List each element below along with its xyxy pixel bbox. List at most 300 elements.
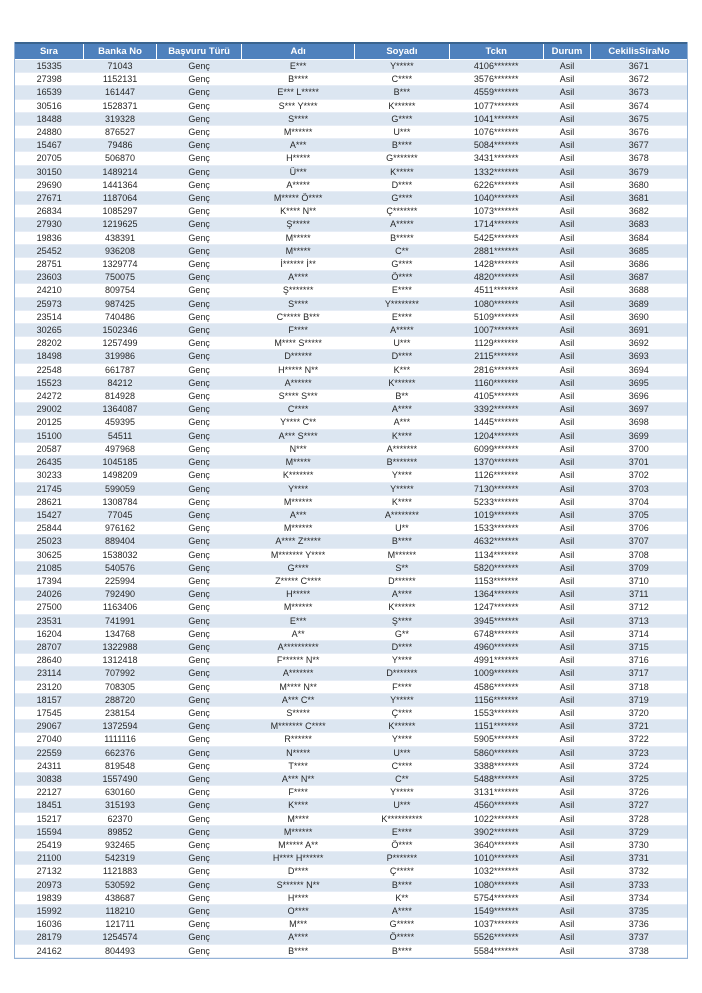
cell-adi: A****** bbox=[241, 376, 354, 389]
cell-basvuru-turu: Genç bbox=[157, 60, 242, 73]
table-row bbox=[15, 588, 687, 601]
cell-tckn: 1533******* bbox=[449, 522, 543, 535]
cell-banka-no: 71043 bbox=[83, 60, 156, 73]
cell-tckn: 5860******* bbox=[449, 746, 543, 759]
cell-banka-no: 84212 bbox=[83, 376, 156, 389]
cell-cekilissirano: 3692 bbox=[591, 337, 687, 350]
cell-tckn: 1370******* bbox=[449, 456, 543, 469]
cell-sira: 19839 bbox=[15, 891, 83, 904]
cell-sira: 18488 bbox=[15, 112, 83, 125]
cell-cekilissirano: 3693 bbox=[591, 350, 687, 363]
cell-cekilissirano: 3695 bbox=[591, 376, 687, 389]
cell-sira: 18498 bbox=[15, 350, 83, 363]
cell-sira: 28179 bbox=[15, 931, 83, 944]
cell-soyadi: D**** bbox=[355, 640, 449, 653]
cell-cekilissirano: 3708 bbox=[591, 548, 687, 561]
cell-basvuru-turu: Genç bbox=[157, 706, 242, 719]
table-row bbox=[15, 640, 687, 653]
cell-soyadi: U*** bbox=[355, 337, 449, 350]
cell-basvuru-turu: Genç bbox=[157, 297, 242, 310]
table-row bbox=[15, 891, 687, 904]
cell-banka-no: 121711 bbox=[83, 918, 156, 931]
cell-durum: Asil bbox=[543, 733, 590, 746]
cell-soyadi: A**** bbox=[355, 403, 449, 416]
cell-soyadi: Ö**** bbox=[355, 838, 449, 851]
cell-banka-no: 741991 bbox=[83, 614, 156, 627]
cell-durum: Asil bbox=[543, 390, 590, 403]
table-row bbox=[15, 297, 687, 310]
cell-banka-no: 987425 bbox=[83, 297, 156, 310]
cell-soyadi: Y**** bbox=[355, 469, 449, 482]
table-row bbox=[15, 403, 687, 416]
cell-soyadi: K** bbox=[355, 891, 449, 904]
cell-durum: Asil bbox=[543, 416, 590, 429]
cell-sira: 24026 bbox=[15, 588, 83, 601]
cell-adi: M****** bbox=[241, 825, 354, 838]
cell-basvuru-turu: Genç bbox=[157, 878, 242, 891]
cell-banka-no: 79486 bbox=[83, 139, 156, 152]
results-table bbox=[15, 42, 687, 958]
cell-durum: Asil bbox=[543, 548, 590, 561]
table-row bbox=[15, 390, 687, 403]
table-row bbox=[15, 416, 687, 429]
cell-banka-no: 1441364 bbox=[83, 178, 156, 191]
cell-sira: 27040 bbox=[15, 733, 83, 746]
cell-banka-no: 1498209 bbox=[83, 469, 156, 482]
cell-tckn: 1077******* bbox=[449, 99, 543, 112]
cell-basvuru-turu: Genç bbox=[157, 178, 242, 191]
cell-sira: 27930 bbox=[15, 218, 83, 231]
cell-banka-no: 1187064 bbox=[83, 192, 156, 205]
cell-soyadi: K********** bbox=[355, 812, 449, 825]
cell-durum: Asil bbox=[543, 508, 590, 521]
cell-sira: 30233 bbox=[15, 469, 83, 482]
cell-soyadi: K****** bbox=[355, 376, 449, 389]
cell-tckn: 1037******* bbox=[449, 918, 543, 931]
cell-adi: A*** N** bbox=[241, 772, 354, 785]
cell-tckn: 1428******* bbox=[449, 258, 543, 271]
table-row bbox=[15, 561, 687, 574]
cell-banka-no: 976162 bbox=[83, 522, 156, 535]
cell-soyadi: M****** bbox=[355, 548, 449, 561]
cell-durum: Asil bbox=[543, 601, 590, 614]
cell-sira: 27500 bbox=[15, 601, 83, 614]
cell-adi: N*** bbox=[241, 442, 354, 455]
cell-cekilissirano: 3718 bbox=[591, 680, 687, 693]
cell-adi: Z***** C**** bbox=[241, 574, 354, 587]
cell-sira: 23603 bbox=[15, 271, 83, 284]
cell-tckn: 1041******* bbox=[449, 112, 543, 125]
table-row bbox=[15, 535, 687, 548]
table-row bbox=[15, 931, 687, 944]
cell-sira: 24272 bbox=[15, 390, 83, 403]
cell-soyadi: C** bbox=[355, 772, 449, 785]
cell-basvuru-turu: Genç bbox=[157, 944, 242, 957]
cell-durum: Asil bbox=[543, 152, 590, 165]
table-row bbox=[15, 601, 687, 614]
cell-soyadi: D**** bbox=[355, 178, 449, 191]
cell-cekilissirano: 3677 bbox=[591, 139, 687, 152]
cell-sira: 26834 bbox=[15, 205, 83, 218]
cell-banka-no: 459395 bbox=[83, 416, 156, 429]
table-row bbox=[15, 759, 687, 772]
cell-sira: 15217 bbox=[15, 812, 83, 825]
cell-soyadi: U** bbox=[355, 522, 449, 535]
cell-adi: M**** S***** bbox=[241, 337, 354, 350]
cell-basvuru-turu: Genç bbox=[157, 561, 242, 574]
cell-soyadi: S** bbox=[355, 561, 449, 574]
table-row bbox=[15, 799, 687, 812]
cell-tckn: 6099******* bbox=[449, 442, 543, 455]
cell-soyadi: U*** bbox=[355, 746, 449, 759]
cell-tckn: 3945******* bbox=[449, 614, 543, 627]
table-row bbox=[15, 152, 687, 165]
cell-cekilissirano: 3721 bbox=[591, 720, 687, 733]
cell-basvuru-turu: Genç bbox=[157, 310, 242, 323]
cell-banka-no: 1308784 bbox=[83, 495, 156, 508]
cell-tckn: 4991******* bbox=[449, 654, 543, 667]
cell-soyadi: G** bbox=[355, 627, 449, 640]
cell-soyadi: B**** bbox=[355, 535, 449, 548]
table-row bbox=[15, 456, 687, 469]
cell-soyadi: Y***** bbox=[355, 60, 449, 73]
cell-durum: Asil bbox=[543, 918, 590, 931]
table-row bbox=[15, 258, 687, 271]
cell-banka-no: 1372594 bbox=[83, 720, 156, 733]
cell-durum: Asil bbox=[543, 112, 590, 125]
cell-banka-no: 438391 bbox=[83, 231, 156, 244]
cell-soyadi: D****** bbox=[355, 574, 449, 587]
cell-adi: A**** bbox=[241, 271, 354, 284]
cell-sira: 23514 bbox=[15, 310, 83, 323]
cell-cekilissirano: 3711 bbox=[591, 588, 687, 601]
cell-adi: S***** bbox=[241, 706, 354, 719]
cell-sira: 30516 bbox=[15, 99, 83, 112]
cell-sira: 16036 bbox=[15, 918, 83, 931]
cell-durum: Asil bbox=[543, 720, 590, 733]
cell-adi: E*** L***** bbox=[241, 86, 354, 99]
cell-adi: K******* bbox=[241, 469, 354, 482]
cell-soyadi: B*** bbox=[355, 86, 449, 99]
cell-tckn: 1151******* bbox=[449, 720, 543, 733]
cell-durum: Asil bbox=[543, 799, 590, 812]
cell-basvuru-turu: Genç bbox=[157, 680, 242, 693]
cell-sira: 25023 bbox=[15, 535, 83, 548]
cell-adi: A**** Z***** bbox=[241, 535, 354, 548]
cell-sira: 28202 bbox=[15, 337, 83, 350]
table-row bbox=[15, 284, 687, 297]
cell-adi: M***** Ö**** bbox=[241, 192, 354, 205]
cell-adi: A********** bbox=[241, 640, 354, 653]
cell-adi: B**** bbox=[241, 944, 354, 957]
cell-cekilissirano: 3725 bbox=[591, 772, 687, 785]
cell-banka-no: 542319 bbox=[83, 852, 156, 865]
table-row bbox=[15, 667, 687, 680]
table-row bbox=[15, 627, 687, 640]
table-row bbox=[15, 786, 687, 799]
cell-adi: H***** bbox=[241, 152, 354, 165]
cell-banka-no: 238154 bbox=[83, 706, 156, 719]
cell-banka-no: 225994 bbox=[83, 574, 156, 587]
cell-cekilissirano: 3714 bbox=[591, 627, 687, 640]
cell-sira: 30265 bbox=[15, 324, 83, 337]
cell-cekilissirano: 3731 bbox=[591, 852, 687, 865]
cell-basvuru-turu: Genç bbox=[157, 614, 242, 627]
cell-adi: K**** bbox=[241, 799, 354, 812]
cell-adi: M******* Y**** bbox=[241, 548, 354, 561]
cell-adi: Ş******* bbox=[241, 284, 354, 297]
header-row bbox=[15, 43, 687, 60]
cell-basvuru-turu: Genç bbox=[157, 535, 242, 548]
cell-sira: 15100 bbox=[15, 429, 83, 442]
cell-tckn: 5488******* bbox=[449, 772, 543, 785]
cell-adi: E*** bbox=[241, 60, 354, 73]
cell-soyadi: Ç***** bbox=[355, 865, 449, 878]
cell-banka-no: 936208 bbox=[83, 244, 156, 257]
cell-tckn: 1247******* bbox=[449, 601, 543, 614]
cell-durum: Asil bbox=[543, 654, 590, 667]
cell-soyadi: F**** bbox=[355, 680, 449, 693]
cell-banka-no: 1489214 bbox=[83, 165, 156, 178]
cell-adi: S****** N** bbox=[241, 878, 354, 891]
cell-tckn: 5905******* bbox=[449, 733, 543, 746]
cell-cekilissirano: 3688 bbox=[591, 284, 687, 297]
cell-sira: 28751 bbox=[15, 258, 83, 271]
table-row bbox=[15, 574, 687, 587]
cell-durum: Asil bbox=[543, 258, 590, 271]
table-row bbox=[15, 178, 687, 191]
cell-durum: Asil bbox=[543, 852, 590, 865]
cell-banka-no: 809754 bbox=[83, 284, 156, 297]
cell-basvuru-turu: Genç bbox=[157, 891, 242, 904]
cell-cekilissirano: 3734 bbox=[591, 891, 687, 904]
cell-adi: M***** bbox=[241, 231, 354, 244]
table-row bbox=[15, 654, 687, 667]
cell-soyadi: K****** bbox=[355, 720, 449, 733]
cell-adi: N***** bbox=[241, 746, 354, 759]
cell-cekilissirano: 3724 bbox=[591, 759, 687, 772]
cell-sira: 17545 bbox=[15, 706, 83, 719]
table-row bbox=[15, 271, 687, 284]
cell-tckn: 4586******* bbox=[449, 680, 543, 693]
table-row bbox=[15, 865, 687, 878]
cell-cekilissirano: 3730 bbox=[591, 838, 687, 851]
table-row bbox=[15, 165, 687, 178]
cell-tckn: 3131******* bbox=[449, 786, 543, 799]
column-header-tckn: Tckn bbox=[449, 43, 543, 60]
cell-durum: Asil bbox=[543, 218, 590, 231]
cell-sira: 15427 bbox=[15, 508, 83, 521]
cell-sira: 28707 bbox=[15, 640, 83, 653]
table-row bbox=[15, 112, 687, 125]
cell-soyadi: A*** bbox=[355, 416, 449, 429]
cell-tckn: 1080******* bbox=[449, 297, 543, 310]
cell-sira: 24311 bbox=[15, 759, 83, 772]
table-row bbox=[15, 205, 687, 218]
cell-basvuru-turu: Genç bbox=[157, 838, 242, 851]
cell-tckn: 4820******* bbox=[449, 271, 543, 284]
cell-basvuru-turu: Genç bbox=[157, 640, 242, 653]
cell-basvuru-turu: Genç bbox=[157, 271, 242, 284]
cell-durum: Asil bbox=[543, 73, 590, 86]
cell-banka-no: 89852 bbox=[83, 825, 156, 838]
cell-cekilissirano: 3727 bbox=[591, 799, 687, 812]
cell-basvuru-turu: Genç bbox=[157, 350, 242, 363]
column-header-banka-no: Banka No bbox=[83, 43, 156, 60]
cell-adi: M******* C**** bbox=[241, 720, 354, 733]
table-row bbox=[15, 693, 687, 706]
cell-tckn: 1040******* bbox=[449, 192, 543, 205]
table-row bbox=[15, 838, 687, 851]
table-row bbox=[15, 192, 687, 205]
cell-cekilissirano: 3690 bbox=[591, 310, 687, 323]
table-row bbox=[15, 772, 687, 785]
cell-adi: S*** Y**** bbox=[241, 99, 354, 112]
cell-soyadi: A******* bbox=[355, 442, 449, 455]
cell-banka-no: 889404 bbox=[83, 535, 156, 548]
table-row bbox=[15, 73, 687, 86]
cell-banka-no: 792490 bbox=[83, 588, 156, 601]
cell-durum: Asil bbox=[543, 442, 590, 455]
cell-basvuru-turu: Genç bbox=[157, 601, 242, 614]
cell-soyadi: A**** bbox=[355, 905, 449, 918]
cell-durum: Asil bbox=[543, 244, 590, 257]
cell-durum: Asil bbox=[543, 706, 590, 719]
cell-durum: Asil bbox=[543, 363, 590, 376]
cell-basvuru-turu: Genç bbox=[157, 324, 242, 337]
cell-adi: M****** bbox=[241, 495, 354, 508]
cell-basvuru-turu: Genç bbox=[157, 588, 242, 601]
cell-basvuru-turu: Genç bbox=[157, 231, 242, 244]
cell-banka-no: 540576 bbox=[83, 561, 156, 574]
cell-basvuru-turu: Genç bbox=[157, 376, 242, 389]
cell-adi: G**** bbox=[241, 561, 354, 574]
cell-durum: Asil bbox=[543, 759, 590, 772]
cell-cekilissirano: 3691 bbox=[591, 324, 687, 337]
cell-cekilissirano: 3717 bbox=[591, 667, 687, 680]
cell-cekilissirano: 3707 bbox=[591, 535, 687, 548]
cell-sira: 21745 bbox=[15, 482, 83, 495]
cell-cekilissirano: 3689 bbox=[591, 297, 687, 310]
cell-durum: Asil bbox=[543, 522, 590, 535]
table-row bbox=[15, 878, 687, 891]
cell-tckn: 1714******* bbox=[449, 218, 543, 231]
table-row bbox=[15, 231, 687, 244]
cell-adi: A******* bbox=[241, 667, 354, 680]
cell-sira: 21100 bbox=[15, 852, 83, 865]
table-row bbox=[15, 86, 687, 99]
cell-soyadi: Y***** bbox=[355, 786, 449, 799]
table-row bbox=[15, 495, 687, 508]
cell-basvuru-turu: Genç bbox=[157, 772, 242, 785]
cell-sira: 29002 bbox=[15, 403, 83, 416]
cell-durum: Asil bbox=[543, 746, 590, 759]
cell-banka-no: 288720 bbox=[83, 693, 156, 706]
cell-soyadi: B**** bbox=[355, 944, 449, 957]
table-row bbox=[15, 548, 687, 561]
table-body bbox=[15, 60, 687, 958]
cell-basvuru-turu: Genç bbox=[157, 852, 242, 865]
cell-cekilissirano: 3726 bbox=[591, 786, 687, 799]
cell-tckn: 6226******* bbox=[449, 178, 543, 191]
cell-tckn: 4559******* bbox=[449, 86, 543, 99]
cell-banka-no: 1152131 bbox=[83, 73, 156, 86]
cell-cekilissirano: 3729 bbox=[591, 825, 687, 838]
cell-banka-no: 319328 bbox=[83, 112, 156, 125]
cell-basvuru-turu: Genç bbox=[157, 403, 242, 416]
cell-cekilissirano: 3680 bbox=[591, 178, 687, 191]
cell-durum: Asil bbox=[543, 482, 590, 495]
column-header-basvuru-turu: Başvuru Türü bbox=[157, 43, 242, 60]
cell-soyadi: B**** bbox=[355, 139, 449, 152]
cell-durum: Asil bbox=[543, 786, 590, 799]
cell-tckn: 1549******* bbox=[449, 905, 543, 918]
cell-adi: E*** bbox=[241, 614, 354, 627]
cell-durum: Asil bbox=[543, 310, 590, 323]
cell-basvuru-turu: Genç bbox=[157, 456, 242, 469]
cell-cekilissirano: 3681 bbox=[591, 192, 687, 205]
cell-tckn: 5754******* bbox=[449, 891, 543, 904]
cell-tckn: 2881******* bbox=[449, 244, 543, 257]
cell-adi: A**** bbox=[241, 931, 354, 944]
cell-tckn: 1126******* bbox=[449, 469, 543, 482]
cell-tckn: 4632******* bbox=[449, 535, 543, 548]
cell-durum: Asil bbox=[543, 350, 590, 363]
cell-soyadi: Y***** bbox=[355, 693, 449, 706]
cell-cekilissirano: 3682 bbox=[591, 205, 687, 218]
table-row bbox=[15, 508, 687, 521]
cell-durum: Asil bbox=[543, 878, 590, 891]
cell-cekilissirano: 3683 bbox=[591, 218, 687, 231]
cell-basvuru-turu: Genç bbox=[157, 786, 242, 799]
cell-cekilissirano: 3697 bbox=[591, 403, 687, 416]
cell-adi: M****** bbox=[241, 522, 354, 535]
cell-soyadi: B***** bbox=[355, 231, 449, 244]
cell-durum: Asil bbox=[543, 495, 590, 508]
table-row bbox=[15, 614, 687, 627]
cell-tckn: 1022******* bbox=[449, 812, 543, 825]
cell-banka-no: 661787 bbox=[83, 363, 156, 376]
cell-banka-no: 319986 bbox=[83, 350, 156, 363]
cell-cekilissirano: 3679 bbox=[591, 165, 687, 178]
cell-sira: 29067 bbox=[15, 720, 83, 733]
cell-banka-no: 438687 bbox=[83, 891, 156, 904]
cell-basvuru-turu: Genç bbox=[157, 284, 242, 297]
cell-adi: M**** N** bbox=[241, 680, 354, 693]
cell-banka-no: 1528371 bbox=[83, 99, 156, 112]
cell-durum: Asil bbox=[543, 667, 590, 680]
table-row bbox=[15, 324, 687, 337]
cell-adi: R****** bbox=[241, 733, 354, 746]
table-row bbox=[15, 442, 687, 455]
cell-cekilissirano: 3737 bbox=[591, 931, 687, 944]
cell-sira: 25419 bbox=[15, 838, 83, 851]
cell-banka-no: 876527 bbox=[83, 126, 156, 139]
cell-sira: 17394 bbox=[15, 574, 83, 587]
cell-tckn: 1553******* bbox=[449, 706, 543, 719]
cell-cekilissirano: 3684 bbox=[591, 231, 687, 244]
table-row bbox=[15, 825, 687, 838]
column-header-durum: Durum bbox=[543, 43, 590, 60]
cell-basvuru-turu: Genç bbox=[157, 627, 242, 640]
cell-durum: Asil bbox=[543, 456, 590, 469]
cell-soyadi: K**** bbox=[355, 429, 449, 442]
cell-tckn: 1445******* bbox=[449, 416, 543, 429]
cell-adi: H***** bbox=[241, 588, 354, 601]
cell-banka-no: 54511 bbox=[83, 429, 156, 442]
cell-sira: 23120 bbox=[15, 680, 83, 693]
cell-basvuru-turu: Genç bbox=[157, 205, 242, 218]
